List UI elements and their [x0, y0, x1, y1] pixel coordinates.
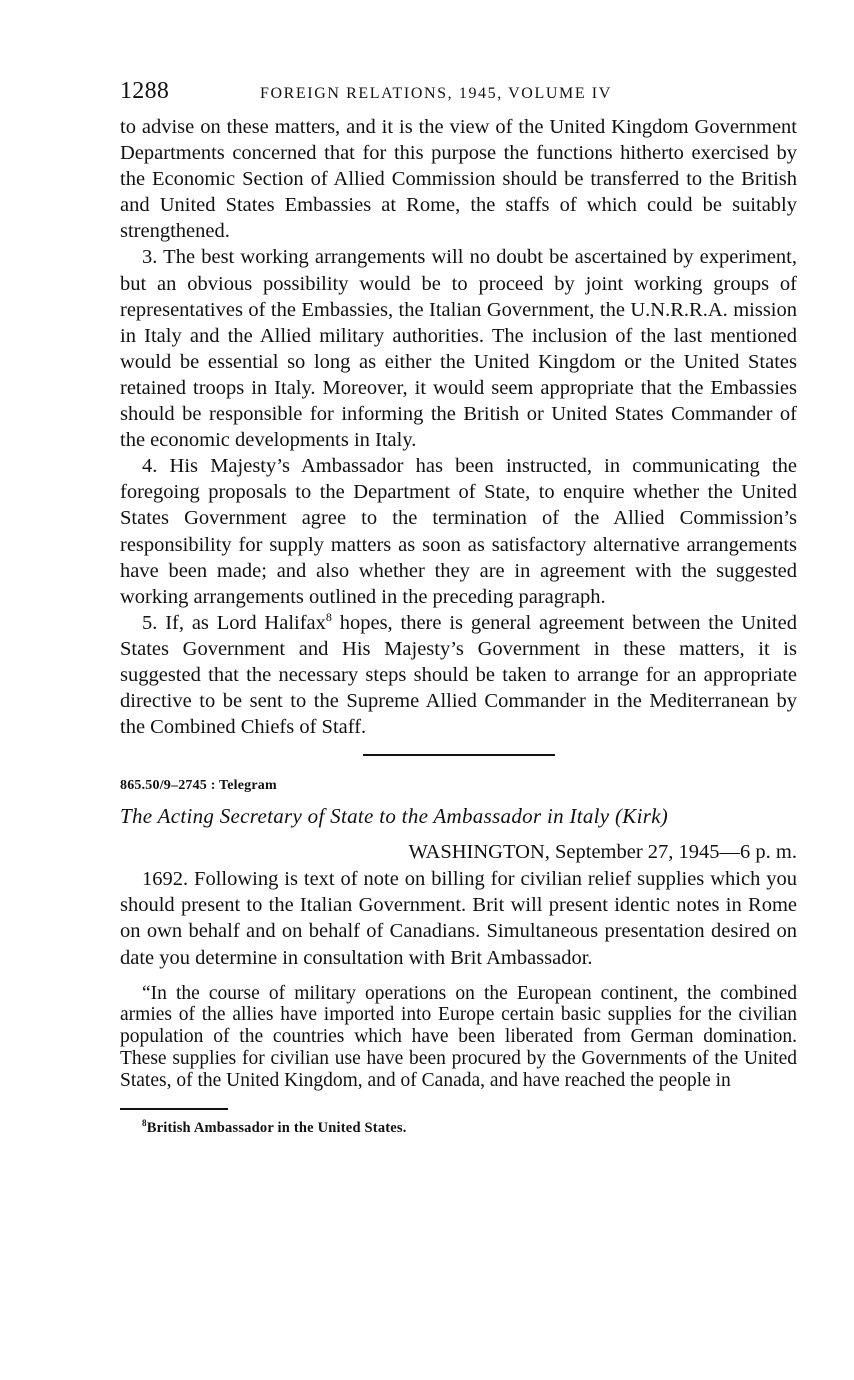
footnote-divider — [120, 1108, 228, 1110]
dateline: WASHINGTON, September 27, 1945—6 p. m. — [408, 841, 797, 864]
paragraph-5-start: 5. If, as Lord Halifax — [142, 611, 326, 634]
quoted-note: “In the course of military operations on the European continent, the combined armies of the allies have imported into Europe certain basic supplies for the civilian population of the countries which have been liberated from German domination. These supplies for civilian use have been procured by the Governments of the United States, of the United Kingdom, and of Canada, and have reached the people in — [120, 982, 797, 1091]
page-number: 1288 — [120, 78, 170, 104]
section-divider — [363, 754, 555, 756]
footnote-reference: 8 — [325, 609, 332, 624]
document-page — [120, 78, 797, 1136]
running-header — [120, 78, 797, 114]
document-title: The Acting Secretary of State to the Ambassador in Italy (Kirk) — [120, 804, 669, 829]
file-reference: 865.50/9–2745 : Telegram — [120, 778, 277, 794]
footnote-marker: 8 — [142, 1117, 147, 1128]
paragraph-4: 4. His Majesty’s Ambassador has been instructed, in communicating the foregoing proposals to the Department of State, to enquire whether the United States Government agree to the termination of the Allied Commission’s responsibility for supply matters as soon as satisfactory alternative arrangements have been made; and also whether they are in agreement with the suggested working arrangements outlined in the preceding paragraph. — [120, 455, 797, 608]
running-title: FOREIGN RELATIONS, 1945, VOLUME IV — [260, 85, 612, 102]
footnote — [120, 1118, 797, 1137]
paragraph-5 — [120, 610, 797, 740]
footnote-text: British Ambassador in the United States. — [146, 1119, 407, 1136]
continuation-paragraph: to advise on these matters, and it is the view of the United Kingdom Government Departments concerned that for this purpose the functions hitherto exercised by the Economic Section of Allied Commission should be transferred to the British and United States Embassies at Rome, the staffs of which could be suitably strengthened. — [120, 116, 797, 243]
paragraph-5-rest: hopes, there is general agreement between the United States Government and His Majesty’s Government in these matters, it is suggested that the necessary steps should be taken to arrange for an appropriate directive to be sent to the Supreme Allied Commander in the Mediterranean by the Combined Chiefs of Staff. — [120, 611, 797, 739]
telegram-body: 1692. Following is text of note on billing for civilian relief supplies which you should present to the Italian Government. Brit will present identic notes in Rome on own behalf and on behalf of Canadians. Simultaneous presentation desired on date you determine in consultation with Brit Ambassador. — [120, 868, 797, 969]
paragraph-3: 3. The best working arrangements will no doubt be ascertained by experiment, but an obvious possibility would be to proceed by joint working groups of representatives of the Embassies, the Italian Government, the U.N.R.R.A. mission in Italy and the Allied military authorities. The inclusion of the last mentioned would be essential so long as either the United Kingdom or the United States retained troops in Italy. Moreover, it would seem appropriate that the Embassies should be responsible for informing the British or United States Commander of the economic developments in Italy. — [120, 246, 797, 452]
